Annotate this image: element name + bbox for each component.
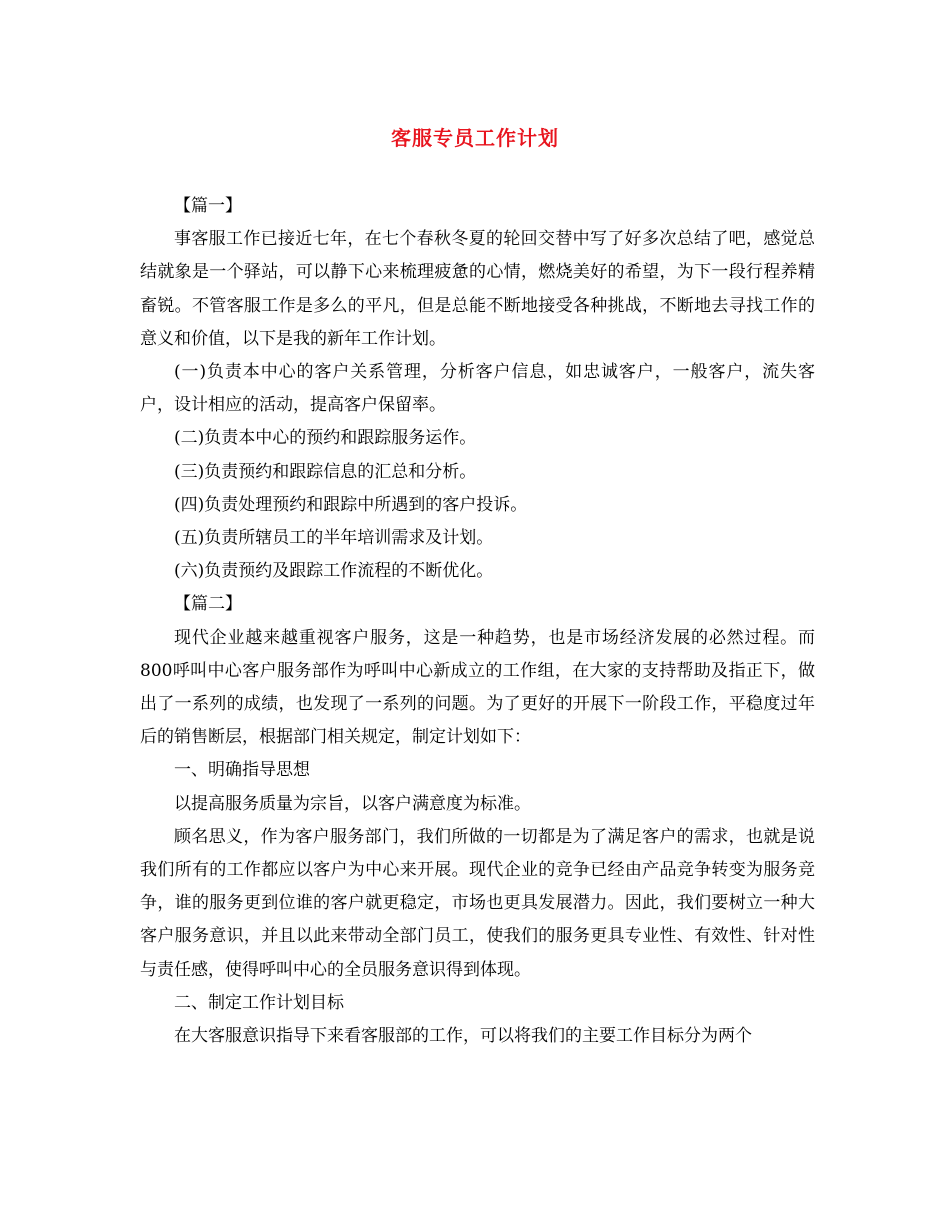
paragraph: (五)负责所辖员工的半年培训需求及计划。 [174, 528, 494, 549]
section-heading-1: 【篇一】 [174, 196, 242, 216]
paragraph: (四)负责处理预约和跟踪中所遇到的客户投诉。 [174, 494, 528, 515]
subheading: 一、明确指导思想 [174, 760, 310, 781]
paragraph: (三)负责预约和跟踪信息的汇总和分析。 [174, 461, 477, 482]
paragraph: (二)负责本中心的预约和跟踪服务运作。 [174, 428, 477, 449]
document-body [140, 190, 815, 1053]
document-title: 客服专员工作计划 [391, 126, 559, 150]
paragraph: 事客服工作已接近七年，在七个春秋冬夏的轮回交替中写了好多次总结了吧，感觉总结就象是一个驿站，可以静下心来梳理疲惫的心情，燃烧美好的希望，为下一段行程养精畜锐。不管客服工作是多么的平凡，但是总能不断地接受各种挑战，不断地去寻找工作的意义和价值，以下是我的新年工作计划。 [140, 229, 815, 349]
paragraph: (一)负责本中心的客户关系管理，分析客户信息，如忠诚客户，一般客户，流失客户，设计相应的活动，提高客户保留率。 [140, 362, 815, 416]
paragraph: (六)负责预约及跟踪工作流程的不断优化。 [174, 561, 494, 582]
paragraph: 顾名思义，作为客户服务部门，我们所做的一切都是为了满足客户的需求，也就是说我们所有的工作都应以客户为中心来开展。现代企业的竞争已经由产品竞争转变为服务竞争，谁的服务更到位谁的客户就更稳定，市场也更具发展潜力。因此，我们要树立一种大客户服务意识，并且以此来带动全部门员工，使我们的服务更具专业性、有效性、针对性与责任感，使得呼叫中心的全员服务意识得到体现。 [140, 826, 815, 980]
paragraph: 以提高服务质量为宗旨，以客户满意度为标准。 [174, 793, 531, 814]
paragraph: 现代企业越来越重视客户服务，这是一种趋势，也是市场经济发展的必然过程。而800呼叫中心客户服务部作为呼叫中心新成立的工作组，在大家的支持帮助及指正下，做出了一系列的成绩，也发现了一系列的问题。为了更好的开展下一阶段工作，平稳度过年后的销售断层，根据部门相关规定，制定计划如下： [140, 627, 815, 748]
paragraph: 在大客服意识指导下来看客服部的工作，可以将我们的主要工作目标分为两个 [174, 1026, 752, 1047]
subheading: 二、制定工作计划目标 [174, 992, 344, 1013]
section-heading-2: 【篇二】 [174, 594, 242, 615]
